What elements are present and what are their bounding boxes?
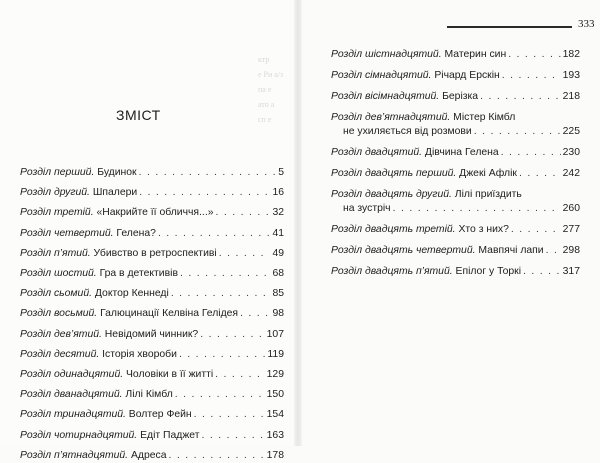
chapter-label: Розділ сьомий. <box>20 288 92 300</box>
toc-page-number: 85 <box>272 288 284 300</box>
dot-leader <box>202 429 265 443</box>
chapter-label: Розділ двадцять четвертий. <box>331 245 476 256</box>
dot-leader <box>180 267 270 281</box>
chapter-label: Розділ вісімнадцятий. <box>331 91 440 102</box>
dot-leader <box>219 247 271 261</box>
toc-entry-title <box>331 111 515 125</box>
toc-page-number: 32 <box>272 207 284 219</box>
chapter-label: Розділ двадцять другий. <box>331 189 452 200</box>
bleed-through-text <box>258 52 288 127</box>
toc-entry-line <box>20 247 284 261</box>
toc-entry-title <box>331 167 517 181</box>
toc-entry-line <box>20 429 284 443</box>
toc-entry-line <box>20 368 284 382</box>
toc-entry-title <box>20 186 137 200</box>
chapter-label: Розділ дванадцятий. <box>20 389 123 401</box>
chapter-name: Материн син <box>441 49 507 60</box>
toc-page-number: 150 <box>266 389 284 401</box>
ghost-line: ато а <box>258 100 275 109</box>
chapter-name: Гелена? <box>113 227 156 239</box>
toc-page-number: 41 <box>272 227 284 239</box>
toc-page-number: 218 <box>562 91 580 102</box>
dot-leader <box>502 69 561 83</box>
toc-entry-line <box>331 48 580 62</box>
toc-entry-line <box>331 223 580 237</box>
toc-page-number: 119 <box>267 348 284 360</box>
toc-entry-line <box>20 206 284 220</box>
chapter-name: Галюцинації Келвіна Гелідея <box>97 308 239 320</box>
chapter-label: Розділ двадцять третій. <box>331 224 456 235</box>
toc-entry-title <box>331 223 509 237</box>
chapter-label: Розділ четвертий. <box>20 227 114 239</box>
toc-entry[interactable] <box>331 111 580 139</box>
chapter-label: Розділ сімнадцятий. <box>331 70 432 81</box>
chapter-label: Розділ дев’ятий. <box>20 328 102 340</box>
toc-page-number: 242 <box>562 168 580 179</box>
toc-entry-title <box>331 244 544 258</box>
toc-entry-title <box>20 388 173 402</box>
toc-entry[interactable] <box>331 146 580 160</box>
dot-leader <box>511 223 561 237</box>
chapter-label: Розділ одинадцятий. <box>20 369 124 380</box>
toc-entry-line <box>20 388 284 402</box>
chapter-name: Шпалери <box>89 187 138 199</box>
toc-page-number: 260 <box>562 203 580 214</box>
toc-entry[interactable] <box>331 90 580 104</box>
toc-entry-line <box>20 267 284 281</box>
dot-leader <box>175 388 265 402</box>
toc-entry[interactable] <box>20 247 284 261</box>
chapter-name: Чоловіки в її житті <box>123 369 214 380</box>
header-rule <box>447 26 572 28</box>
toc-entry-line <box>20 328 284 342</box>
toc-entry[interactable] <box>20 287 284 301</box>
toc-entry[interactable] <box>331 48 580 62</box>
chapter-name: Убивство в ретроспективі <box>90 247 217 259</box>
toc-entry-title <box>20 166 137 180</box>
ghost-line: ктр <box>258 55 270 64</box>
chapter-name: Джекі Афлік <box>456 168 517 179</box>
chapter-name: Гра в детективів <box>96 268 178 279</box>
toc-page-number: 225 <box>562 126 580 137</box>
toc-entry-title <box>20 287 169 301</box>
chapter-name: Річард Ерскін <box>431 70 500 81</box>
chapter-name: Адреса <box>128 449 167 461</box>
toc-entry[interactable] <box>20 267 284 281</box>
ghost-line: е Ри а/з <box>258 70 284 79</box>
toc-entry-title <box>331 69 500 83</box>
toc-entry-title <box>331 90 478 104</box>
dot-leader <box>200 328 264 342</box>
toc-entry-line <box>331 90 580 104</box>
chapter-name: Дівчина Гелена <box>422 147 499 158</box>
ghost-line: сп е <box>258 115 272 124</box>
toc-entry-line <box>331 146 580 160</box>
chapter-name: Епілог у Торкі <box>452 266 522 277</box>
chapter-label: Розділ двадцять п’ятий. <box>331 266 453 277</box>
chapter-name: Лілі приїздить <box>451 189 522 200</box>
ghost-line: па е <box>258 85 272 94</box>
toc-page-number: 107 <box>266 328 284 340</box>
toc-entry-title <box>20 307 238 321</box>
toc-entry-title <box>20 247 217 261</box>
dot-leader <box>519 167 561 181</box>
dot-leader <box>215 206 270 220</box>
chapter-name: Лілі Кімбл <box>122 389 173 401</box>
toc-entry-line <box>331 265 580 279</box>
toc-page-number: 5 <box>278 167 284 178</box>
toc-page-number: 154 <box>266 409 284 421</box>
dot-leader <box>171 287 271 301</box>
toc-entry-title <box>20 206 213 220</box>
toc-entry-line <box>20 408 284 422</box>
toc-entry-line <box>331 202 580 216</box>
toc-entry[interactable] <box>20 408 284 422</box>
toc-page-number: 163 <box>266 429 284 441</box>
dot-leader <box>474 125 561 139</box>
toc-entry[interactable] <box>20 348 284 362</box>
toc-entry-title <box>20 328 198 342</box>
chapter-name: «Накрийте її обличчя...» <box>93 207 214 219</box>
chapter-name: Волтер Фейн <box>125 409 192 421</box>
toc-entry-title <box>20 267 178 281</box>
chapter-name: Берізка <box>439 91 479 102</box>
dot-leader <box>480 90 561 104</box>
dot-leader <box>240 307 270 321</box>
toc-entry-title <box>331 265 521 279</box>
chapter-label: Розділ п’ятий. <box>20 247 91 259</box>
toc-entry-line <box>331 69 580 83</box>
toc-entry[interactable] <box>331 223 580 237</box>
toc-entry-line <box>20 227 284 241</box>
chapter-name: Історія хвороби <box>99 348 177 360</box>
toc-entry-title <box>20 348 177 362</box>
toc-entry[interactable] <box>20 368 284 382</box>
chapter-label: Розділ тринадцятий. <box>20 409 126 421</box>
chapter-label: Розділ шістнадцятий. <box>331 49 442 60</box>
toc-entry-line <box>20 287 284 301</box>
chapter-name-continued: на зустріч <box>343 203 391 214</box>
toc-page-number: 298 <box>562 245 580 256</box>
chapter-name: Містер Кімбл <box>450 112 516 123</box>
page-number: 333 <box>578 18 595 30</box>
toc-entry[interactable] <box>20 388 284 402</box>
toc-page-number: 178 <box>266 449 284 461</box>
toc-page-number: 182 <box>562 49 580 60</box>
toc-entry-title <box>20 429 200 443</box>
toc-entry[interactable] <box>331 188 580 216</box>
toc-entry[interactable] <box>331 167 580 181</box>
chapter-name: Мавпячі лапи <box>475 245 544 256</box>
toc-page-number: 277 <box>562 224 580 235</box>
toc-entry-line <box>331 167 580 181</box>
toc-entry[interactable] <box>20 449 284 463</box>
dot-leader <box>158 227 271 241</box>
chapter-label: Розділ шостий. <box>20 268 97 279</box>
chapter-name-continued: не ухиляється від розмови <box>343 126 472 137</box>
toc-entry-line <box>331 125 580 139</box>
chapter-name: Едіт Паджет <box>137 429 200 441</box>
chapter-label: Розділ восьмий. <box>20 308 98 320</box>
dot-leader <box>215 368 264 382</box>
toc-entry-title <box>20 449 166 463</box>
chapter-label: Розділ п’ятнадцятий. <box>20 449 129 461</box>
chapter-label: Розділ двадцять перший. <box>331 168 457 179</box>
toc-entry-line <box>20 307 284 321</box>
dot-leader <box>194 408 265 422</box>
chapter-name: Будинок <box>94 167 137 178</box>
dot-leader <box>523 265 561 279</box>
toc-entry[interactable] <box>20 186 284 200</box>
toc-entry[interactable] <box>331 265 580 279</box>
toc-entry[interactable] <box>331 69 580 83</box>
toc-entry[interactable] <box>331 244 580 258</box>
toc-entry-title <box>20 227 156 241</box>
dot-leader <box>508 48 560 62</box>
toc-page-number: 193 <box>562 70 580 81</box>
toc-entry[interactable] <box>20 206 284 220</box>
toc-entry-line <box>20 348 284 362</box>
toc-entry-line <box>20 166 284 180</box>
chapter-label: Розділ чотирнадцятий. <box>20 429 138 441</box>
dot-leader <box>168 449 264 463</box>
toc-entry[interactable] <box>20 307 284 321</box>
chapter-label: Розділ дев’ятнадцятий. <box>331 112 451 123</box>
dot-leader <box>546 244 561 258</box>
chapter-label: Розділ двадцятий. <box>331 147 423 158</box>
toc-entry[interactable] <box>20 429 284 443</box>
dot-leader <box>501 146 561 160</box>
toc-entry-line <box>331 188 580 202</box>
toc-entry-title <box>331 146 499 160</box>
chapter-name: Хто з них? <box>455 224 509 235</box>
book-gutter <box>294 0 302 446</box>
chapter-name: Доктор Кеннеді <box>92 288 169 300</box>
toc-page-number: 16 <box>272 187 284 199</box>
toc-entry-line <box>331 244 580 258</box>
toc-entry[interactable] <box>20 227 284 241</box>
dot-leader <box>139 186 270 200</box>
toc-entry-title <box>331 48 506 62</box>
toc-entry-line <box>20 449 284 463</box>
toc-entry[interactable] <box>20 166 284 180</box>
toc-entry-title <box>331 188 522 202</box>
dot-leader <box>393 202 561 216</box>
chapter-name: Невідомий чинник? <box>101 328 199 340</box>
toc-page-number: 230 <box>562 147 580 158</box>
toc-entry-title <box>20 368 213 382</box>
toc-entry-line <box>331 111 580 125</box>
toc-page-number: 68 <box>272 268 284 279</box>
toc-entry[interactable] <box>20 328 284 342</box>
toc-title: ЗМІСТ <box>116 107 161 123</box>
chapter-label: Розділ перший. <box>20 167 95 178</box>
chapter-label: Розділ другий. <box>20 187 90 199</box>
toc-page-number: 49 <box>272 247 284 259</box>
dot-leader <box>179 348 265 362</box>
toc-entry-title <box>20 408 192 422</box>
toc-page-number: 129 <box>266 369 284 380</box>
toc-page-number: 317 <box>562 266 580 277</box>
toc-entry-line <box>20 186 284 200</box>
toc-page-number: 98 <box>272 308 284 320</box>
chapter-label: Розділ десятий. <box>20 348 100 360</box>
chapter-label: Розділ третій. <box>20 207 94 219</box>
dot-leader <box>139 166 277 180</box>
